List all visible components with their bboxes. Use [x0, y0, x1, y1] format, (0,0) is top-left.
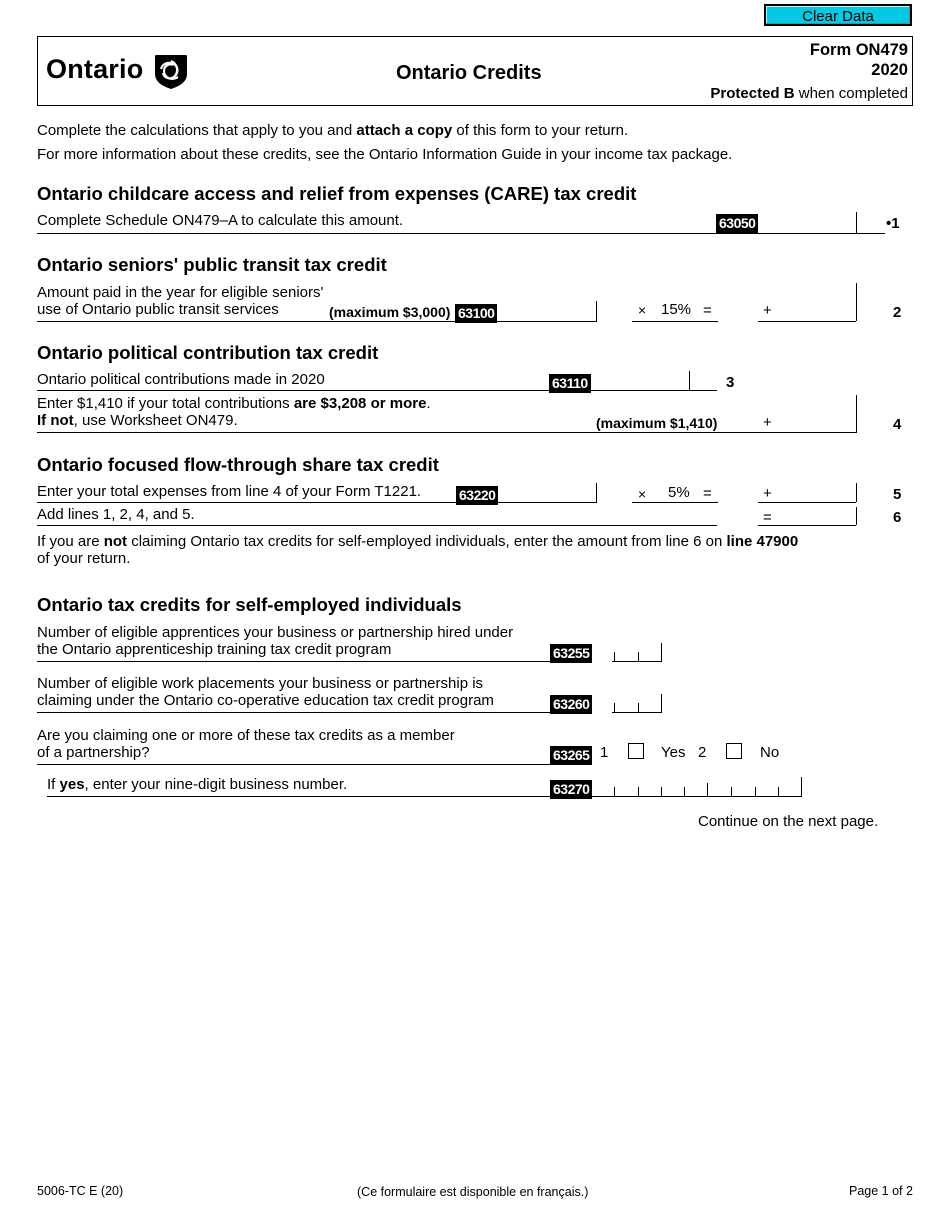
- tick: [614, 703, 615, 712]
- tick: [731, 787, 732, 796]
- not-claiming-text: [37, 533, 798, 550]
- times-sign: ×: [638, 486, 647, 502]
- form-id: Form ON479: [809, 41, 908, 59]
- plus-sign: +: [763, 414, 772, 431]
- care-code: 63050: [716, 214, 758, 233]
- divider: [632, 502, 718, 503]
- political-ifnot-a: If not: [37, 412, 74, 429]
- q4-b: yes: [59, 776, 85, 793]
- q3-text-2: of a partnership?: [37, 744, 150, 761]
- intro-text-a: Complete the calculations that apply to you and: [37, 122, 357, 139]
- transit-amount-field[interactable]: [500, 302, 595, 320]
- transit-code: 63100: [455, 304, 497, 323]
- tick: [614, 652, 615, 661]
- intro-line-2: For more information about these credits, see the Ontario Information Guide in your income tax package.: [37, 146, 733, 163]
- transit-maximum: (maximum $3,000): [329, 304, 451, 320]
- option-1-number: 1: [600, 744, 609, 761]
- intro-text-b: attach a copy: [356, 122, 453, 139]
- q1-code: 63255: [550, 644, 592, 663]
- footer-french-note: (Ce formulaire est disponible en français.): [357, 1185, 589, 1199]
- times-sign: ×: [638, 302, 647, 318]
- plus-sign: +: [763, 302, 772, 319]
- q4-text: [47, 776, 347, 793]
- divider: [37, 525, 717, 526]
- intro-text-c: of this form to your return.: [452, 122, 629, 139]
- tick: [638, 652, 639, 661]
- placements-count-field[interactable]: [594, 694, 662, 712]
- divider: [661, 643, 662, 661]
- q4-c: , enter your nine-digit business number.: [84, 776, 348, 793]
- q4-a: If: [47, 776, 60, 793]
- not-claiming-d: line 47900: [726, 533, 799, 550]
- footer-page-number: Page 1 of 2: [849, 1184, 913, 1198]
- form-title: Ontario Credits: [396, 62, 542, 84]
- care-text: Complete Schedule ON479–A to calculate this amount.: [37, 212, 404, 229]
- not-claiming-text-2: of your return.: [37, 550, 131, 567]
- tick: [638, 787, 639, 796]
- yes-label: Yes: [661, 744, 686, 761]
- q1-text-2: the Ontario apprenticeship training tax credit program: [37, 641, 392, 658]
- continue-note: Continue on the next page.: [698, 813, 879, 830]
- equals-sign: =: [703, 485, 712, 502]
- political-enter-c: .: [426, 395, 431, 412]
- q1-text-1: Number of eligible apprentices your business or partnership hired under: [37, 624, 514, 641]
- tick: [638, 703, 639, 712]
- divider: [37, 233, 885, 234]
- add-lines-text: Add lines 1, 2, 4, and 5.: [37, 506, 195, 523]
- divider: [596, 483, 597, 502]
- divider: [758, 525, 856, 526]
- care-line-number: •1: [886, 215, 900, 232]
- apprentices-count-field[interactable]: [594, 643, 662, 661]
- divider: [632, 321, 718, 322]
- form-year: 2020: [871, 61, 908, 79]
- divider: [689, 371, 690, 390]
- tick: [778, 787, 779, 796]
- political-enter-a: Enter $1,410 if your total contributions: [37, 395, 294, 412]
- political-ifnot-b: , use Worksheet ON479.: [73, 412, 238, 429]
- political-ifnot-text: [37, 412, 238, 429]
- q4-code: 63270: [550, 780, 592, 799]
- divider: [596, 301, 597, 321]
- flowthrough-rate: 5%: [668, 484, 690, 501]
- transit-line-number: 2: [893, 304, 902, 321]
- divider: [37, 712, 590, 713]
- q3-text-1: Are you claiming one or more of these tax credits as a member: [37, 727, 455, 744]
- political-result-field[interactable]: [778, 412, 854, 430]
- equals-sign: =: [763, 509, 772, 526]
- political-code: 63110: [549, 374, 591, 393]
- political-enter-text: [37, 395, 431, 412]
- transit-rate: 15%: [661, 301, 692, 318]
- flowthrough-amount-field[interactable]: [500, 483, 595, 501]
- divider: [856, 283, 857, 321]
- care-heading: Ontario childcare access and relief from expenses (CARE) tax credit: [37, 183, 637, 204]
- flowthrough-result-field[interactable]: [778, 483, 854, 501]
- q2-text-2: claiming under the Ontario co-operative education tax credit program: [37, 692, 494, 709]
- flowthrough-code: 63220: [456, 486, 498, 505]
- flowthrough-line-5-number: 5: [893, 486, 902, 503]
- ontario-logo-text: Ontario: [46, 54, 144, 84]
- care-line-num: 1: [891, 215, 900, 232]
- divider: [37, 432, 857, 433]
- business-number-field[interactable]: [594, 777, 802, 796]
- divider: [856, 395, 857, 432]
- tick: [755, 787, 756, 796]
- divider: [37, 321, 597, 322]
- q3-code: 63265: [550, 746, 592, 765]
- political-text: Ontario political contributions made in 2020: [37, 371, 325, 388]
- q2-text-1: Number of eligible work placements your business or partnership is: [37, 675, 484, 692]
- political-amount-field[interactable]: [594, 371, 688, 389]
- divider: [856, 483, 857, 502]
- divider: [856, 212, 857, 233]
- flowthrough-heading: Ontario focused flow-through share tax credit: [37, 454, 439, 475]
- flowthrough-text: Enter your total expenses from line 4 of your Form T1221.: [37, 483, 422, 500]
- transit-heading: Ontario seniors' public transit tax credit: [37, 254, 387, 275]
- political-line-4-number: 4: [893, 416, 902, 433]
- divider: [758, 502, 856, 503]
- no-checkbox[interactable]: [726, 743, 742, 759]
- transit-text-1: Amount paid in the year for eligible seniors': [37, 284, 324, 301]
- divider: [758, 321, 856, 322]
- form-number: [810, 40, 908, 80]
- divider: [661, 694, 662, 712]
- protected-notice: [710, 85, 908, 102]
- divider: [856, 507, 857, 525]
- political-enter-b: are $3,208 or more: [293, 395, 427, 412]
- transit-text-2: use of Ontario public transit services: [37, 301, 279, 318]
- total-result-field[interactable]: [778, 506, 854, 524]
- political-line-3-number: 3: [726, 374, 735, 391]
- not-claiming-a: If you are: [37, 533, 104, 550]
- protected-label: Protected B: [710, 85, 795, 102]
- equals-sign: =: [703, 302, 712, 319]
- yes-checkbox[interactable]: [628, 743, 644, 759]
- protected-rest: when completed: [794, 85, 908, 102]
- no-label: No: [760, 744, 780, 761]
- trillium-icon: [152, 52, 190, 90]
- footer-form-code: 5006-TC E (20): [37, 1184, 124, 1198]
- not-claiming-b: not: [103, 533, 128, 550]
- tick: [684, 787, 685, 796]
- divider: [612, 661, 662, 662]
- clear-data-button[interactable]: Clear Data: [764, 4, 912, 26]
- divider: [37, 764, 590, 765]
- divider: [612, 712, 662, 713]
- divider: [801, 777, 802, 796]
- tick: [661, 787, 662, 796]
- divider: [37, 390, 717, 391]
- not-claiming-c: claiming Ontario tax credits for self-employed individuals, enter the amount from line 6 on: [127, 533, 727, 550]
- option-2-number: 2: [698, 744, 707, 761]
- care-amount-field[interactable]: [758, 212, 856, 232]
- plus-sign: +: [763, 485, 772, 502]
- intro-line-1: [37, 122, 628, 139]
- transit-result-field[interactable]: [778, 300, 854, 318]
- tick: [614, 787, 615, 796]
- q2-code: 63260: [550, 695, 592, 714]
- divider: [37, 661, 590, 662]
- total-line-6-number: 6: [893, 509, 902, 526]
- political-heading: Ontario political contribution tax credit: [37, 342, 379, 363]
- political-maximum: (maximum $1,410): [596, 415, 718, 431]
- divider: [37, 502, 597, 503]
- tick: [707, 783, 708, 796]
- selfemployed-heading: Ontario tax credits for self-employed individuals: [37, 594, 462, 615]
- divider: [47, 796, 802, 797]
